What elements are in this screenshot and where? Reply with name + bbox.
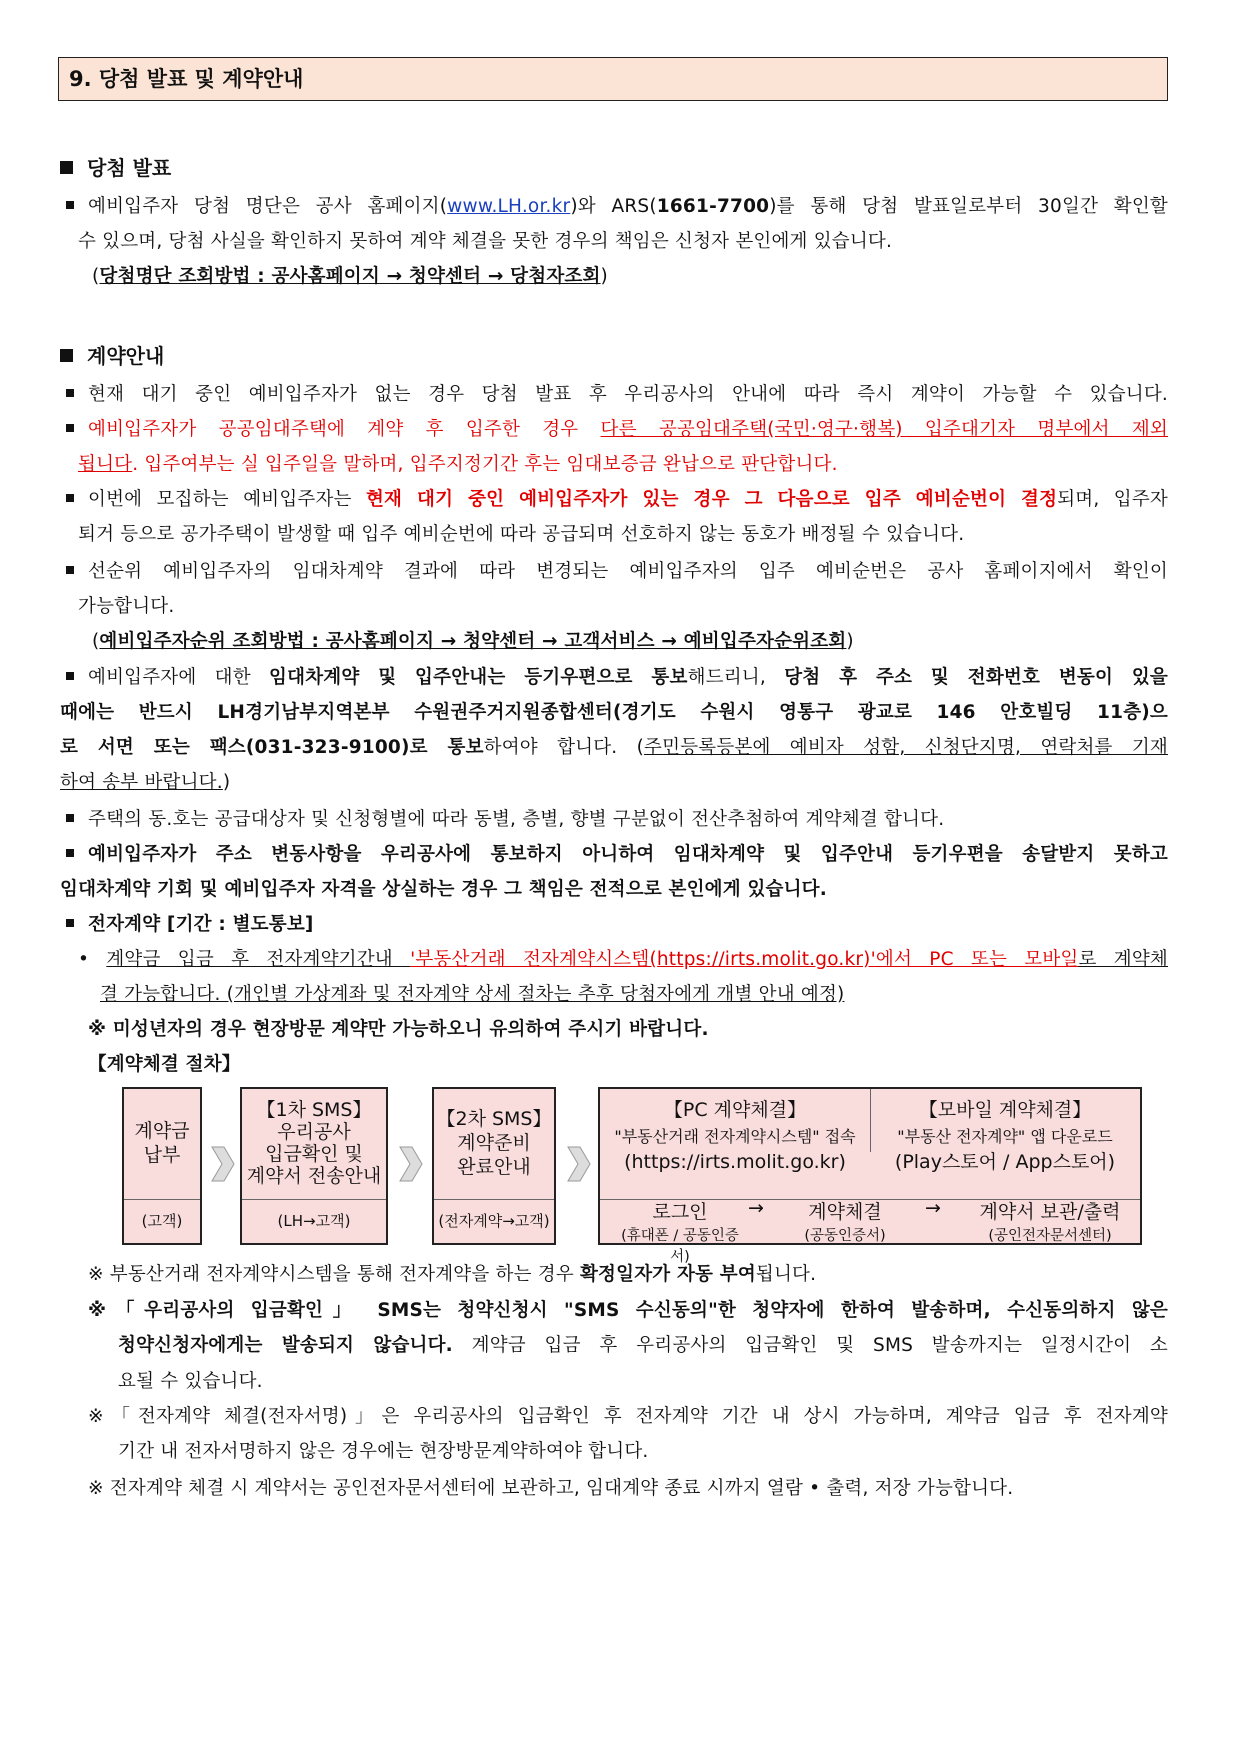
note-1: ※ 부동산거래 전자계약시스템을 통해 전자계약을 하는 경우 확정일자가 자동 부여됩니다. (88, 1264, 817, 1285)
note-2b: 청약신청자에게는 발송되지 않습니다. 계약금 입금 후 우리공사의 입금확인 및 SMS 발송까지는 일정시간이 소 (118, 1335, 1168, 1356)
chevron-right-icon (210, 1145, 236, 1183)
bullet-icon (66, 672, 74, 680)
contract-line-2b: 됩니다. 입주여부는 실 입주일을 말하며, 입주지정기간 후는 임대보증금 완납으로 판단합니다. (78, 454, 838, 475)
bullet-icon (66, 566, 74, 574)
lh-website-link[interactable]: www.LH.or.kr (447, 196, 571, 217)
waitlist-lookup-method: (예비입주자순위 조회방법 : 공사홈페이지 → 청약센터 → 고객서비스 → 예비입주자순위조회) (92, 631, 854, 652)
contract-line-5c: 로 서면 또는 팩스(031-323-9100)로 통보하여야 합니다. (주민등록등본에 예비자 성함, 신청단지명, 연락처를 기재 (60, 737, 1168, 758)
contract-line-8: 전자계약 [기간 : 별도통보] (60, 910, 1168, 936)
contract-line-3a: 이번에 모집하는 예비입주자는 현재 대기 중인 예비입주자가 있는 경우 그 다음으로 입주 예비순번이 결정되며, 입주자 (60, 485, 1168, 511)
heading-announcement: 당첨 발표 (60, 152, 171, 181)
contract-line-7a: 예비입주자가 주소 변동사항을 우리공사에 통보하지 아니하여 임대차계약 및 입주안내 등기우편을 송달받지 못하고 (60, 840, 1168, 866)
note-2a: ※「우리공사의 입금확인」 SMS는 청약신청시 "SMS 수신동의"한 청약자에 한하여 발송하며, 수신동의하지 않은 (88, 1300, 1168, 1321)
contract-line-5a: 예비입주자에 대한 임대차계약 및 입주안내는 등기우편으로 통보해드리니, 당첨 후 주소 및 전화번호 변동이 있을 (60, 663, 1168, 689)
step-first-sms: 【1차 SMS】 우리공사 입금확인 및 계약서 전송안내 (LH→고객) (240, 1087, 388, 1245)
contract-line-5d: 하여 송부 바랍니다.) (60, 772, 231, 793)
contract-line-2a: 예비입주자가 공공임대주택에 계약 후 입주한 경우 다른 공공임대주택(국민·영구·행복) 입주대기자 명부에서 제외 (60, 415, 1168, 441)
note-2c: 요될 수 있습니다. (118, 1371, 263, 1392)
bullet-icon (66, 494, 74, 502)
mobile-contract-block: 【모바일 계약체결】 "부동산 전자계약" 앱 다운로드 (Play스토어 / App스토어) (894, 1099, 1116, 1173)
pc-contract-block: 【PC 계약체결】 "부동산거래 전자계약시스템" 접속 (https://irts.molit.go.kr) (614, 1099, 856, 1173)
arrow-right-icon: → (925, 1197, 941, 1219)
square-bullet-icon (60, 161, 73, 174)
contract-line-6: 주택의 동.호는 공급대상자 및 신청형별에 따라 동별, 층별, 향별 구분없이 전산추첨하여 계약체결 합니다. (60, 805, 1168, 831)
square-bullet-icon (60, 349, 73, 362)
bullet-icon (66, 919, 74, 927)
bullet-icon (66, 849, 74, 857)
chevron-right-icon (398, 1145, 424, 1183)
note-3a: ※「전자계약 체결(전자서명)」은 우리공사의 입금확인 후 전자계약 기간 내 상시 가능하며, 계약금 입금 후 전자계약 (88, 1406, 1168, 1427)
contract-line-4b: 가능합니다. (78, 596, 175, 617)
chevron-right-icon (566, 1145, 592, 1183)
arrow-right-icon: → (748, 1197, 764, 1219)
step-e-contract (598, 1087, 1142, 1265)
step-second-sms: 【2차 SMS】 계약준비 완료안내 (전자계약→고객) (432, 1087, 556, 1245)
contract-line-5b: 때에는 반드시 LH경기남부지역본부 수원권주거지원종합센터(경기도 수원시 영통구 광교로 146 안호빌딩 11층)으 (60, 702, 1168, 723)
note-3b: 기간 내 전자서명하지 않은 경우에는 현장방문계약하여야 합니다. (118, 1441, 649, 1462)
heading-contract-guide: 계약안내 (60, 340, 164, 369)
step-deposit: 계약금 납부 (고객) (122, 1087, 202, 1245)
section-title: 9. 당첨 발표 및 계약안내 (58, 57, 1168, 101)
contract-line-3b: 퇴거 등으로 공가주택이 발생할 때 입주 예비순번에 따라 공급되며 선호하지 않는 동호가 배정될 수 있습니다. (78, 524, 965, 545)
bullet-icon (66, 814, 74, 822)
note-4: ※ 전자계약 체결 시 계약서는 공인전자문서센터에 보관하고, 임대계약 종료 시까지 열람 • 출력, 저장 가능합니다. (88, 1478, 1014, 1499)
contract-line-9a: • 계약금 입금 후 전자계약기간내 '부동산거래 전자계약시스템(https://irts.molit.go.kr)'에서 PC 또는 모바일로 계약체 (78, 949, 1168, 970)
dot-bullet-icon: • (78, 949, 107, 970)
contract-line-7b: 임대차계약 기회 및 예비입주자 자격을 상실하는 경우 그 책임은 전적으로 본인에게 있습니다. (60, 879, 827, 900)
announcement-line-1: 예비입주자 당첨 명단은 공사 홈페이지(www.LH.or.kr)와 ARS(1661-7700)를 통해 당첨 발표일로부터 30일간 확인할 (60, 192, 1168, 218)
procedure-heading: 【계약체결 절차】 (88, 1054, 241, 1075)
minor-notice: ※ 미성년자의 경우 현장방문 계약만 가능하오니 유의하여 주시기 바랍니다. (88, 1019, 709, 1040)
announcement-line-2: 수 있으며, 당첨 사실을 확인하지 못하여 계약 체결을 못한 경우의 책임은 신청자 본인에게 있습니다. (78, 231, 893, 252)
bullet-icon (66, 201, 74, 209)
bullet-icon (66, 389, 74, 397)
contract-line-1: 현재 대기 중인 예비입주자가 없는 경우 당첨 발표 후 우리공사의 안내에 따라 즉시 계약이 가능할 수 있습니다. (60, 380, 1168, 406)
announcement-lookup-method: (당첨명단 조회방법 : 공사홈페이지 → 청약센터 → 당첨자조회) (92, 266, 608, 287)
contract-line-9b: 결 가능합니다. (개인별 가상계좌 및 전자계약 상세 절차는 추후 당첨자에게 개별 안내 예정) (100, 984, 845, 1005)
contract-procedure-flow (0, 1087, 1240, 1265)
bullet-icon (66, 424, 74, 432)
contract-line-4a: 선순위 예비입주자의 임대차계약 결과에 따라 변경되는 예비입주자의 입주 예비순번은 공사 홈페이지에서 확인이 (60, 557, 1168, 583)
e-contract-steps: 로그인 (휴대폰 / 공동인증서) → 계약체결 (공동인증서) → 계약서 보관/출력 (공인전자문서센터) (621, 1197, 1121, 1265)
